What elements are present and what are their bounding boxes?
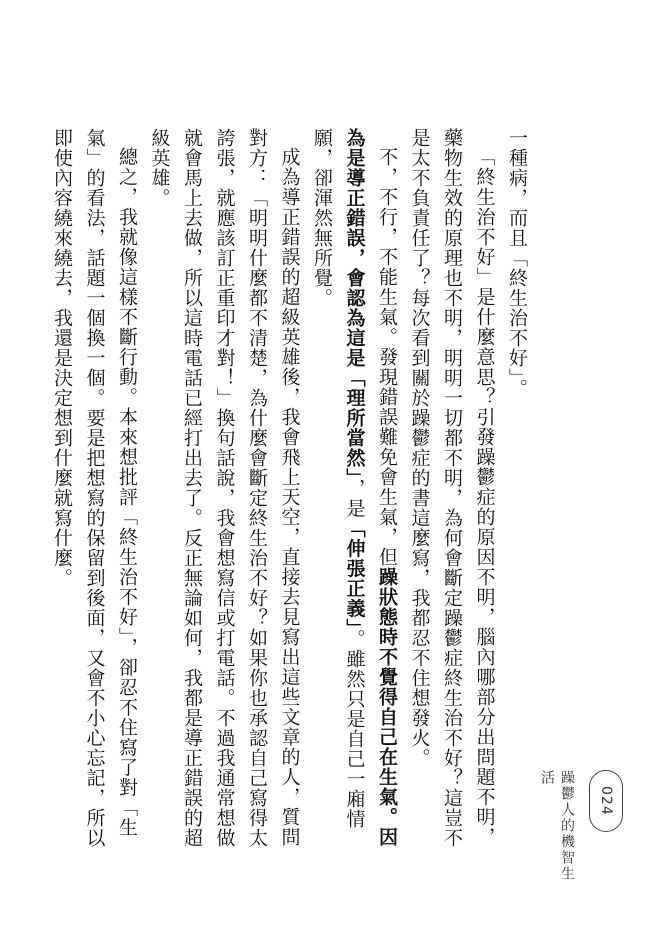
paragraph	[403, 128, 501, 848]
text-segment: ，是	[343, 478, 366, 519]
page-footer	[537, 770, 623, 882]
bold-text-segment: 「伸張正義」	[343, 518, 366, 629]
text-segment: 不，不行，不能生氣。發現錯誤難免會生氣，但	[376, 147, 398, 567]
text-segment: 。雖然只是自己一廂情願，卻渾然無所覺。	[311, 128, 366, 829]
running-title: 躁鬱人的機智生活	[539, 770, 575, 882]
paragraph	[143, 128, 306, 848]
text-segment: 總之，我就像這樣不斷行動。本來想批評「終生治不好」，卻忍不住寫了對「生氣」的看法，話題一個換一個。要是把想寫的保留到後面，又會不小心忘記，所以即使內容繞來繞去，我還是決定想到什麼就寫什麼。	[51, 128, 138, 848]
text-segment: 成為導正錯誤的超級英雄後，我會飛上天空，直接去見寫出這些文章的人，質問對方：「明明什麼都不清楚，為什麼會斷定終生治不好？如果你也承認自己寫得太誇張，就應該訂正重印才對！」換句話說，我會想寫信或打電話。不過我通常想做就會馬上去做，所以這時電話已經打出去了。反正無論如何，我都是導正錯誤的超級英雄。	[148, 128, 301, 848]
text-segment: 「終生治不好」是什麼意思？引發躁鬱症的原因不明，腦內哪部分出問題不明，藥物生效的原理也不明，明明一切都不明，為何會斷定躁鬱症終生治不好？這豈不是太不負責任了？每次看到關於躁鬱症的書這麼寫，我都忍不住想發火。	[408, 128, 496, 848]
paragraph	[46, 128, 144, 848]
bold-text-segment: 躁狀態時不覺得自己在生氣。因為是導正錯誤，會認為這是「理所當然」	[343, 128, 398, 847]
page-number: 024	[598, 786, 614, 816]
text-segment: 一種病，而且「終生治不好」。	[506, 128, 528, 399]
paragraph	[501, 128, 534, 848]
page-number-badge	[589, 770, 623, 832]
paragraph	[306, 128, 404, 848]
body-text	[51, 128, 533, 848]
